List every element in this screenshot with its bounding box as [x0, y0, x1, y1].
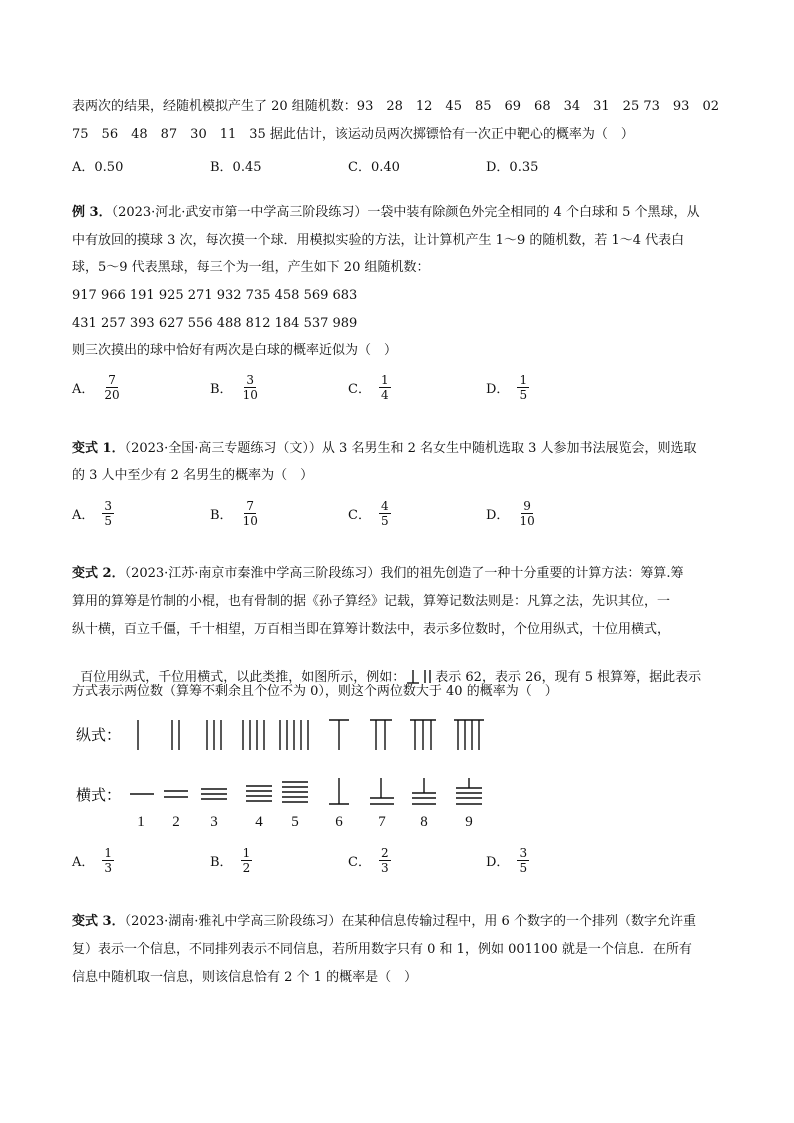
denominator: 4	[380, 387, 389, 402]
fraction	[102, 499, 114, 528]
fraction	[241, 846, 253, 875]
example3-options	[72, 367, 732, 407]
digit-2: 2	[172, 814, 180, 830]
numerator: 1	[104, 845, 113, 860]
fraction	[517, 499, 536, 528]
numerator: 4	[380, 498, 389, 513]
denominator: 3	[104, 860, 113, 875]
variant2-line-5: 方式表示两位数（算筹不剩余且个位不为 0），则这个两位数大于 40 的概率为（ ）	[72, 684, 558, 699]
variant2-options	[72, 840, 732, 880]
digit-1: 1	[137, 814, 145, 830]
variant3-label: 变式 3．	[72, 914, 125, 929]
option-c	[348, 840, 391, 880]
option-b	[210, 367, 260, 407]
option-label: D．	[486, 381, 510, 397]
example3-line-2: 中有放回的摸球 3 次，每次摸一个球．用模拟实验的方法，让计算机产生 1～9 的随机数，若 1～4 代表白	[72, 233, 685, 248]
variant2-line-3: 纵十横，百立千僵，千十相望，万百相当即在算筹计数法中，表示多位数时，个位用纵式，十位用横式，	[72, 622, 671, 637]
variant3-line-1	[72, 913, 696, 931]
horizontal-rods	[130, 778, 482, 804]
fraction	[517, 846, 529, 875]
denominator: 10	[242, 513, 258, 528]
option-label: C．	[348, 507, 371, 523]
vertical-rods	[138, 720, 484, 750]
variant2-text-4a: 百位用纵式，千位用横式，以此类推，如图所示，例如：	[80, 670, 406, 685]
digit-8: 8	[420, 814, 428, 830]
denominator: 10	[519, 513, 535, 528]
fraction	[379, 373, 391, 402]
denominator: 5	[519, 860, 528, 875]
option-c: C．0.40	[348, 160, 400, 175]
variant3-line-2: 复）表示一个信息，不同排列表示不同信息，若所用数字只有 0 和 1，例如 001100 就是一个信息．在所有	[72, 942, 692, 957]
fraction	[241, 499, 260, 528]
digit-5: 5	[291, 814, 299, 830]
fraction	[102, 846, 114, 875]
option-label: B．	[210, 854, 233, 870]
option-label: C．	[348, 854, 371, 870]
denominator: 5	[380, 513, 389, 528]
digit-3: 3	[210, 814, 218, 830]
variant1-line-1	[72, 440, 697, 458]
numerator: 1	[519, 372, 528, 387]
denominator: 10	[242, 387, 258, 402]
denominator: 5	[104, 513, 113, 528]
denominator: 3	[380, 860, 389, 875]
option-a	[72, 493, 114, 533]
digit-6: 6	[335, 814, 343, 830]
digit-7: 7	[378, 814, 386, 830]
option-d: D．0.35	[486, 160, 539, 175]
counting-rods-figure	[74, 716, 504, 832]
fraction	[379, 499, 391, 528]
option-label: A．	[72, 381, 95, 397]
example3-line-3: 球，5～9 代表黑球，每三个为一组，产生如下 20 组随机数：	[72, 260, 430, 275]
numerator: 1	[242, 845, 251, 860]
option-d	[486, 367, 529, 407]
variant1-text-1: （2023·全国·高三专题练习（文））从 3 名男生和 2 名女生中随机选取 3 人参加书法展览会，则选取	[124, 441, 697, 456]
variant2-line-1	[72, 565, 684, 583]
digit-9: 9	[465, 814, 473, 830]
denominator: 5	[519, 387, 528, 402]
numerator: 9	[523, 498, 531, 513]
option-a: A．0.50	[72, 160, 124, 175]
option-label: A．	[72, 507, 95, 523]
option-b: B．0.45	[210, 160, 262, 175]
intro-options	[72, 156, 732, 174]
example3-label: 例 3．	[72, 205, 112, 220]
vertical-form-label: 纵式：	[76, 728, 122, 744]
variant1-label: 变式 1．	[72, 441, 125, 456]
horizontal-form-label: 横式：	[76, 788, 122, 804]
option-c	[348, 367, 391, 407]
numerator: 3	[519, 845, 528, 860]
option-label: D．	[486, 507, 510, 523]
example3-numbers-2: 431 257 393 627 556 488 812 184 537 989	[72, 316, 358, 331]
fraction	[241, 373, 260, 402]
variant2-label: 变式 2．	[72, 566, 125, 581]
denominator: 2	[242, 860, 251, 875]
variant3-line-3: 信息中随机取一信息，则该信息恰有 2 个 1 的概率是（ ）	[72, 970, 418, 985]
option-label: D．	[486, 854, 510, 870]
numerator: 1	[380, 372, 389, 387]
fraction	[379, 846, 391, 875]
variant2-text-1: （2023·江苏·南京市秦淮中学高三阶段练习）我们的祖先创造了一种十分重要的计算方法：筹算.筹	[124, 566, 684, 581]
option-c	[348, 493, 391, 533]
numerator: 7	[246, 498, 255, 513]
denominator: 20	[104, 387, 120, 402]
example3-line-1	[72, 204, 700, 222]
numerator: 7	[108, 372, 116, 387]
example3-question: 则三次摸出的球中恰好有两次是白球的概率近似为（ ）	[72, 343, 398, 358]
option-label: A．	[72, 854, 95, 870]
option-d	[486, 840, 529, 880]
option-label: C．	[348, 381, 371, 397]
numerator: 2	[380, 845, 389, 860]
option-b	[210, 840, 252, 880]
numerator: 3	[104, 498, 113, 513]
option-d	[486, 493, 537, 533]
variant2-line-2: 算用的算筹是竹制的小棍，也有骨制的据《孙子算经》记载，算筹记数法则是：凡算之法，先识其位，一	[72, 594, 671, 609]
intro-line-1: 表两次的结果，经随机模拟产生了 20 组随机数：93 28 12 45 85 69 68 34 31 25 73 93 02	[72, 99, 719, 114]
digit-labels	[137, 814, 473, 830]
variant1-options	[72, 493, 732, 533]
variant2-text-4b: 表示 62，表示 26，现有 5 根算筹，据此表示	[435, 670, 702, 685]
option-a	[72, 367, 122, 407]
fraction	[102, 373, 121, 402]
variant3-text-1: （2023·湖南·雅礼中学高三阶段练习）在某种信息传输过程中，用 6 个数字的一个排列（数字允许重	[124, 914, 696, 929]
intro-line-2: 75 56 48 87 30 11 35 据此估计，该运动员两次掷镖恰有一次正中靶心的概率为（ ）	[72, 127, 634, 142]
option-label: B．	[210, 381, 233, 397]
variant1-line-2: 的 3 人中至少有 2 名男生的概率为（ ）	[72, 468, 314, 483]
option-b	[210, 493, 260, 533]
variant2-line-4	[72, 650, 701, 687]
option-a	[72, 840, 114, 880]
example3-text-1: （2023·河北·武安市第一中学高三阶段练习）一袋中装有除颜色外完全相同的 4 个白球和 5 个黑球，从	[111, 205, 700, 220]
fraction	[517, 373, 529, 402]
digit-4: 4	[255, 814, 263, 830]
example3-numbers-1: 917 966 191 925 271 932 735 458 569 683	[72, 288, 358, 303]
numerator: 3	[246, 372, 255, 387]
option-label: B．	[210, 507, 233, 523]
counting-rod-example-icon	[405, 668, 435, 684]
